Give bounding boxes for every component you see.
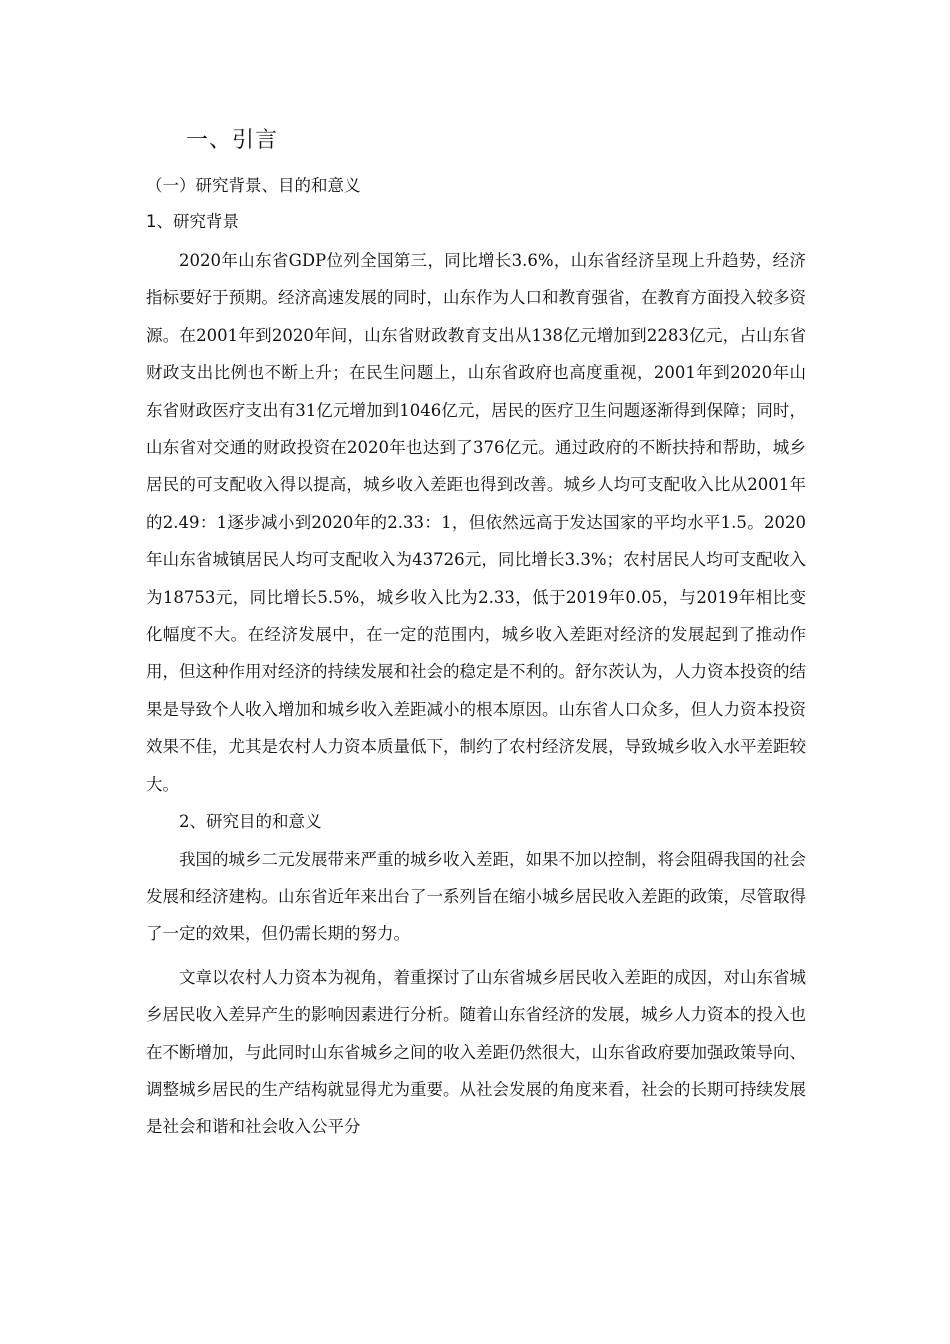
paragraph-research-background: 2020年山东省GDP位列全国第三，同比增长3.6%，山东省经济呈现上升趋势，经济指标要好于预期。经济高速发展的同时，山东作为人口和教育强省，在教育方面投入较多资源。在2001年到2020年间，山东省财政教育支出从138亿元增加到2283亿元，占山东省财政支出比例也不断上升；在民生问题上，山东省政府也高度重视，2001年到2020年山东省财政医疗支出有31亿元增加到1046亿元，居民的医疗卫生问题逐渐得到保障；同时，山东省对交通的财政投资在2020年也达到了376亿元。通过政府的不断扶持和帮助，城乡居民的可支配收入得以提高，城乡收入差距也得到改善。城乡人均可支配收入比从2001年的2.49：1逐步减小到2020年的2.33：1，但依然远高于发达国家的平均水平1.5。2020年山东省城镇居民人均可支配收入为43726元，同比增长3.3%；农村居民人均可支配收入为18753元，同比增长5.5%，城乡收入比为2.33，低于2019年0.05，与2019年相比变化幅度不大。在经济发展中，在一定的范围内，城乡收入差距对经济的发展起到了推动作用，但这种作用对经济的持续发展和社会的稳定是不利的。舒尔茨认为，人力资本投资的结果是导致个人收入增加和城乡收入差距减小的根本原因。山东省人口众多，但人力资本投资效果不佳，尤其是农村人力资本质量低下，制约了农村经济发展，导致城乡收入水平差距较大。 bbox=[146, 251, 806, 794]
document-body bbox=[146, 118, 806, 1146]
subsubsection-heading-purpose: 2、研究目的和意义 bbox=[179, 812, 322, 832]
subsection-heading: （一）研究背景、目的和意义 bbox=[146, 176, 361, 195]
section-heading: 一、引言 bbox=[186, 128, 279, 153]
subsubsection-heading: 1、研究背景 bbox=[146, 212, 239, 231]
paragraph-purpose: 我国的城乡二元发展带来严重的城乡收入差距，如果不加以控制，将会阻碍我国的社会发展和经济建构。山东省近年来出台了一系列旨在缩小城乡居民收入差距的政策，尽管取得了一定的效果，但仍需长期的努力。 bbox=[146, 849, 806, 944]
paragraph-significance: 文章以农村人力资本为视角，着重探讨了山东省城乡居民收入差距的成因，对山东省城乡居民收入差异产生的影响因素进行分析。随着山东省经济的发展，城乡人力资本的投入也在不断增加，与此同时山东省城乡之间的收入差距仍然很大，山东省政府要加强政策导向、调整城乡居民的生产结构就显得尤为重要。从社会发展的角度来看，社会的长期可持续发展是社会和谐和社会收入公平分 bbox=[146, 967, 806, 1137]
